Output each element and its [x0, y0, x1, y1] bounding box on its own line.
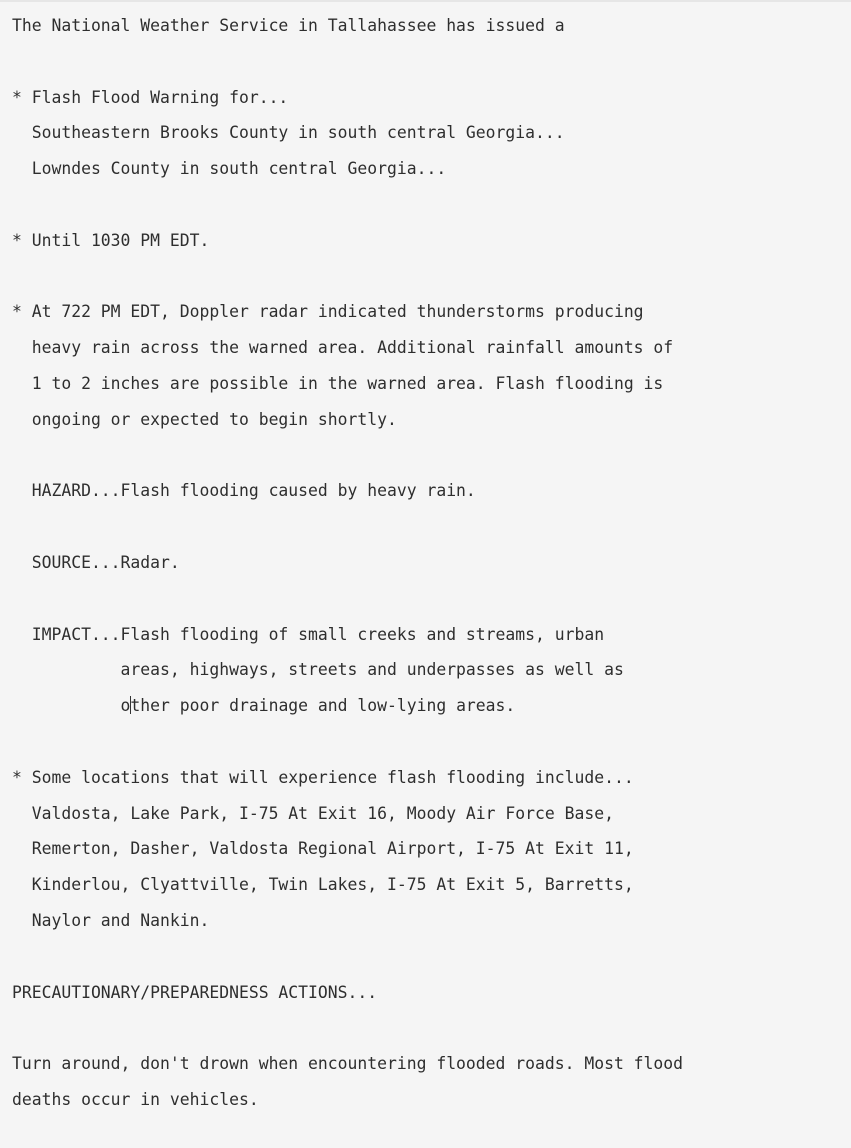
impact-line-2: areas, highways, streets and underpasses as well as: [12, 660, 624, 680]
radar-line-4: ongoing or expected to begin shortly.: [12, 409, 397, 429]
warning-heading: * Flash Flood Warning for...: [12, 87, 289, 107]
locations-line-3: Remerton, Dasher, Valdosta Regional Airport, I-75 At Exit 11,: [12, 839, 634, 859]
impact-line-1: IMPACT...Flash flooding of small creeks and streams, urban: [12, 624, 605, 644]
precaution-heading: PRECAUTIONARY/PREPAREDNESS ACTIONS...: [12, 982, 378, 1002]
action-line-1: Turn around, don't drown when encountering flooded roads. Most flood: [12, 1054, 684, 1074]
locations-line-4: Kinderlou, Clyattville, Twin Lakes, I-75 At Exit 5, Barretts,: [12, 875, 634, 895]
warning-text-document[interactable]: [0, 8, 851, 1118]
blank-line: [12, 939, 851, 975]
impact-line-3-start: o: [12, 696, 131, 716]
impact-line-3: [12, 688, 851, 724]
blank-line: [12, 259, 851, 295]
blank-line: [12, 44, 851, 80]
locations-line-5: Naylor and Nankin.: [12, 910, 210, 930]
hazard-line: HAZARD...Flash flooding caused by heavy rain.: [12, 481, 476, 501]
blank-line: [12, 438, 851, 474]
source-line: SOURCE...Radar.: [12, 552, 180, 572]
radar-line-3: 1 to 2 inches are possible in the warned area. Flash flooding is: [12, 373, 664, 393]
blank-line: [12, 724, 851, 760]
warned-area-lowndes: Lowndes County in south central Georgia...: [12, 159, 447, 179]
intro-line: The National Weather Service in Tallahassee has issued a: [12, 16, 565, 35]
locations-line-1: * Some locations that will experience flash flooding include...: [12, 767, 634, 787]
action-line-2: deaths occur in vehicles.: [12, 1089, 259, 1109]
blank-line: [12, 1010, 851, 1046]
impact-line-3-end: ther poor drainage and low-lying areas.: [130, 696, 516, 716]
locations-line-2: Valdosta, Lake Park, I-75 At Exit 16, Moody Air Force Base,: [12, 803, 614, 823]
until-line: * Until 1030 PM EDT.: [12, 230, 210, 250]
radar-line-1: * At 722 PM EDT, Doppler radar indicated thunderstorms producing: [12, 302, 644, 322]
blank-line: [12, 509, 851, 545]
blank-line: [12, 581, 851, 617]
radar-line-2: heavy rain across the warned area. Additional rainfall amounts of: [12, 338, 674, 358]
warned-area-brooks: Southeastern Brooks County in south central Georgia...: [12, 123, 565, 143]
blank-line: [12, 187, 851, 223]
